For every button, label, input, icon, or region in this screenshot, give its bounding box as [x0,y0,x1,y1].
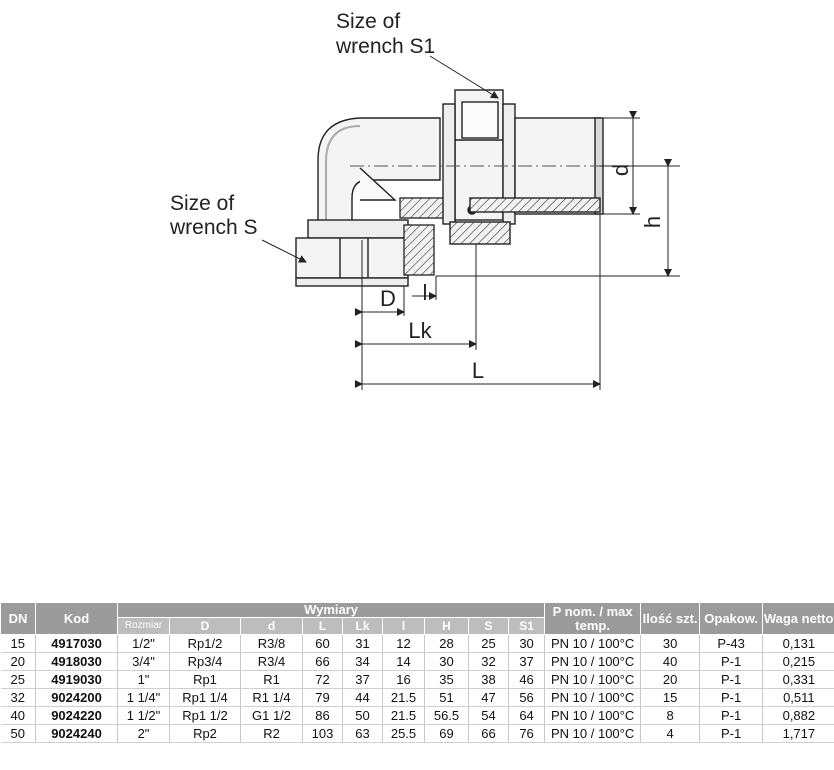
cell-s: 32 [469,653,509,671]
dim-h-label: h [640,215,665,229]
subheader-H: H [425,618,469,635]
callout-s-line1: Size of [170,192,235,215]
header-dn: DN [1,603,36,635]
cell-l: 86 [303,707,343,725]
cell-s: 38 [469,671,509,689]
cell-p: PN 10 / 100°C [545,689,641,707]
dim-L-label: L [471,358,485,383]
cell-d: G1 1/2 [241,707,303,725]
cell-l: 12 [383,635,425,653]
cell-dn: 20 [1,653,36,671]
cell-waga: 0,131 [763,635,834,653]
cell-l: 16 [383,671,425,689]
cell-h: 56.5 [425,707,469,725]
cell-d: R1 1/4 [241,689,303,707]
header-kod: Kod [36,603,118,635]
subheader-l: l [383,618,425,635]
cell-kod: 9024240 [36,725,118,743]
table-row [1,725,834,743]
cell-d: Rp1 [170,671,241,689]
cell-d: R3/8 [241,635,303,653]
cell-lk: 34 [343,653,383,671]
cell-s1: 76 [509,725,545,743]
cell-dn: 15 [1,635,36,653]
cell-p: PN 10 / 100°C [545,653,641,671]
cell-s1: 64 [509,707,545,725]
header-ilosc: Ilość szt. [641,603,700,635]
cell-lk: 31 [343,635,383,653]
cell-waga: 1,717 [763,725,834,743]
cell-lk: 63 [343,725,383,743]
cell-ilosc: 30 [641,635,700,653]
cell-d: Rp1 1/4 [170,689,241,707]
cell-rozmiar: 2" [118,725,170,743]
cell-s: 25 [469,635,509,653]
cell-ilosc: 20 [641,671,700,689]
dim-Lk-label: Lk [408,318,432,343]
cell-lk: 37 [343,671,383,689]
cell-s1: 46 [509,671,545,689]
subheader-d: d [241,618,303,635]
cell-rozmiar: 1 1/4" [118,689,170,707]
callout-s-line2: wrench S [170,216,258,239]
cell-l: 14 [383,653,425,671]
cell-rozmiar: 1" [118,671,170,689]
table-row [1,653,834,671]
cell-waga: 0,331 [763,671,834,689]
header-opakow: Opakow. [700,603,763,635]
header-waga: Waga netto [763,603,834,635]
cell-kod: 4917030 [36,635,118,653]
cell-lk: 44 [343,689,383,707]
cell-dn: 32 [1,689,36,707]
cell-waga: 0,882 [763,707,834,725]
cell-p: PN 10 / 100°C [545,725,641,743]
table-row [1,635,834,653]
dim-l-label: l [422,280,428,305]
spec-table-body [1,635,834,743]
cell-rozmiar: 1 1/2" [118,707,170,725]
cell-opak: P-1 [700,671,763,689]
cell-l: 25.5 [383,725,425,743]
cell-ilosc: 40 [641,653,700,671]
table-row [1,689,834,707]
cell-waga: 0,511 [763,689,834,707]
cell-h: 28 [425,635,469,653]
cell-kod: 4919030 [36,671,118,689]
spec-table [0,602,834,743]
cell-l: 79 [303,689,343,707]
cell-l: 103 [303,725,343,743]
cell-s: 66 [469,725,509,743]
callout-s1-line1: Size of [336,10,401,33]
header-p-nom: P nom. / max temp. [545,603,641,635]
cell-d: R3/4 [241,653,303,671]
cell-d: Rp2 [170,725,241,743]
cell-dn: 25 [1,671,36,689]
cell-d: Rp3/4 [170,653,241,671]
cell-s1: 30 [509,635,545,653]
cell-opak: P-1 [700,653,763,671]
cell-p: PN 10 / 100°C [545,707,641,725]
cell-kod: 4918030 [36,653,118,671]
subheader-S1: S1 [509,618,545,635]
callout-s1-line2: wrench S1 [336,35,436,58]
cell-d: Rp1/2 [170,635,241,653]
cell-d: R1 [241,671,303,689]
cell-h: 30 [425,653,469,671]
cell-opak: P-1 [700,725,763,743]
cell-rozmiar: 1/2" [118,635,170,653]
dim-D-label: D [380,286,396,311]
cell-kod: 9024200 [36,689,118,707]
cell-ilosc: 4 [641,725,700,743]
header-wymiary: Wymiary [118,603,545,618]
cell-h: 69 [425,725,469,743]
cell-dn: 50 [1,725,36,743]
cell-l: 60 [303,635,343,653]
table-row [1,707,834,725]
cell-dn: 40 [1,707,36,725]
cell-s1: 37 [509,653,545,671]
cell-opak: P-43 [700,635,763,653]
cell-waga: 0,215 [763,653,834,671]
wrench-s-nut [296,220,408,286]
subheader-Lk: Lk [343,618,383,635]
cell-l: 21.5 [383,707,425,725]
subheader-rozmiar: Rozmiar [118,618,170,635]
subheader-S: S [469,618,509,635]
cell-p: PN 10 / 100°C [545,635,641,653]
subheader-D: D [170,618,241,635]
cell-l: 72 [303,671,343,689]
cell-s1: 56 [509,689,545,707]
cell-h: 51 [425,689,469,707]
cell-rozmiar: 3/4" [118,653,170,671]
cell-opak: P-1 [700,707,763,725]
wrench-s1-nut [443,90,515,244]
table-row [1,671,834,689]
cell-l: 21.5 [383,689,425,707]
cell-s: 47 [469,689,509,707]
cell-p: PN 10 / 100°C [545,671,641,689]
cell-l: 66 [303,653,343,671]
cell-lk: 50 [343,707,383,725]
dim-d-label: d [608,163,633,177]
cell-h: 35 [425,671,469,689]
cell-s: 54 [469,707,509,725]
cell-ilosc: 15 [641,689,700,707]
subheader-L: L [303,618,343,635]
cell-d: R2 [241,725,303,743]
cell-d: Rp1 1/2 [170,707,241,725]
cell-kod: 9024220 [36,707,118,725]
cell-ilosc: 8 [641,707,700,725]
cell-opak: P-1 [700,689,763,707]
